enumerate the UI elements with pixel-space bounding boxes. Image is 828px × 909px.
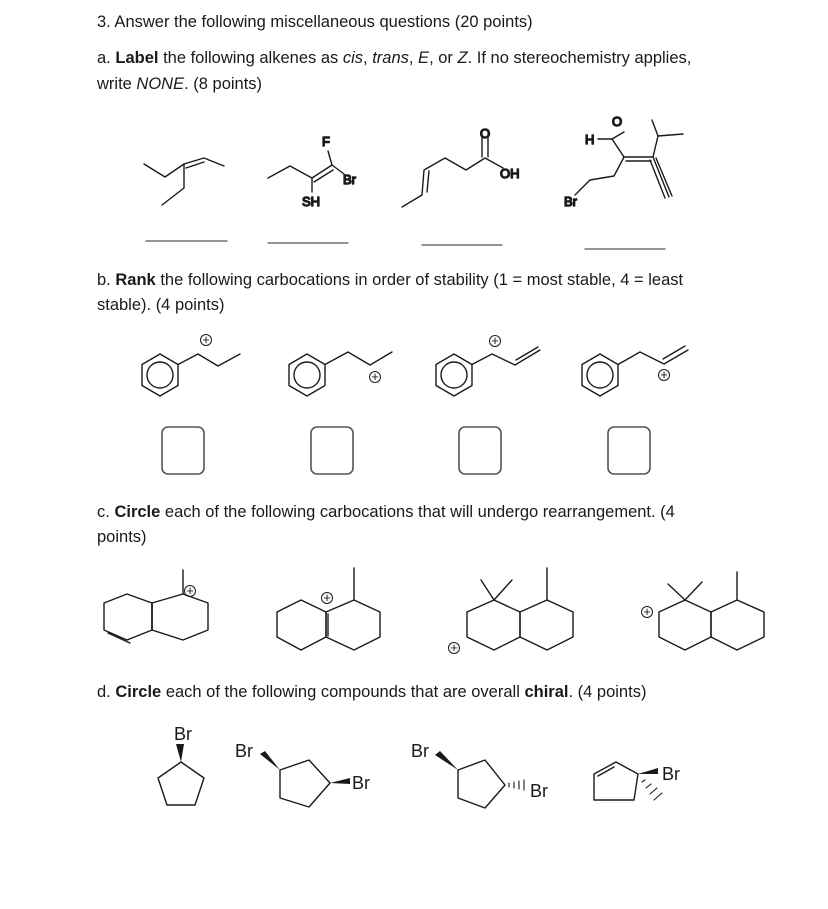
part-d-line1: d. Circle each of the following compounds that are overall chiral. (4 points) <box>97 683 647 701</box>
carbocation-c2 <box>277 568 380 650</box>
label-thiol: SH <box>302 194 321 209</box>
carbocation-c3 <box>449 568 574 654</box>
plus-b3: + <box>491 333 499 348</box>
label-br-d2b: Br <box>352 773 370 793</box>
part-c-line1: c. Circle each of the following carbocations that will undergo rearrangement. (4 <box>97 503 675 521</box>
compound-d1 <box>158 744 204 805</box>
carbocation-b3 <box>436 336 540 397</box>
compound-d4 <box>594 762 662 800</box>
alkene-3 <box>402 138 503 207</box>
label-hydroxyl: OH <box>500 166 520 181</box>
rank-box-3[interactable] <box>459 427 501 474</box>
label-br-d4: Br <box>662 764 680 784</box>
part-c-line2: points) <box>97 528 147 546</box>
label-br-d1: Br <box>174 724 192 744</box>
plus-b1: + <box>202 332 210 347</box>
label-br-d3b: Br <box>530 781 548 801</box>
plus-b4: + <box>660 367 668 382</box>
plus-c1: + <box>186 583 194 598</box>
part-a-line2: write NONE. (8 points) <box>97 75 263 93</box>
part-b-line2: stable). (4 points) <box>97 296 225 314</box>
label-bromine: Br <box>343 172 356 187</box>
plus-c2: + <box>323 590 331 605</box>
part-a-line1: a. Label the following alkenes as cis, trans, E, or Z. If no stereochemistry applies, <box>97 49 692 67</box>
plus-c4: + <box>643 604 651 619</box>
carbocation-b1 <box>142 335 240 397</box>
carbocation-b4 <box>582 346 688 396</box>
label-oxygen: O <box>480 126 491 141</box>
alkene-2 <box>268 151 344 192</box>
rank-box-2[interactable] <box>311 427 353 474</box>
label-carbonyl-oxygen: O <box>612 114 623 129</box>
part-b-line1: b. Rank the following carbocations in order of stability (1 = most stable, 4 = least <box>97 271 684 289</box>
plus-c3: + <box>450 640 458 655</box>
compound-d3 <box>435 751 524 808</box>
carbocation-c1 <box>104 570 208 643</box>
compound-d2 <box>260 751 350 807</box>
label-br-d2a: Br <box>235 741 253 761</box>
label-bromine-2: Br <box>564 194 577 209</box>
rank-box-4[interactable] <box>608 427 650 474</box>
plus-b2: + <box>371 369 379 384</box>
label-br-d3a: Br <box>411 741 429 761</box>
carbocation-c4 <box>642 572 765 650</box>
question-title: 3. Answer the following miscellaneous questions (20 points) <box>97 13 533 31</box>
rank-box-1[interactable] <box>162 427 204 474</box>
alkene-1 <box>144 158 224 205</box>
label-fluorine: F <box>322 134 330 149</box>
label-aldehyde-hydrogen: H <box>585 132 595 147</box>
